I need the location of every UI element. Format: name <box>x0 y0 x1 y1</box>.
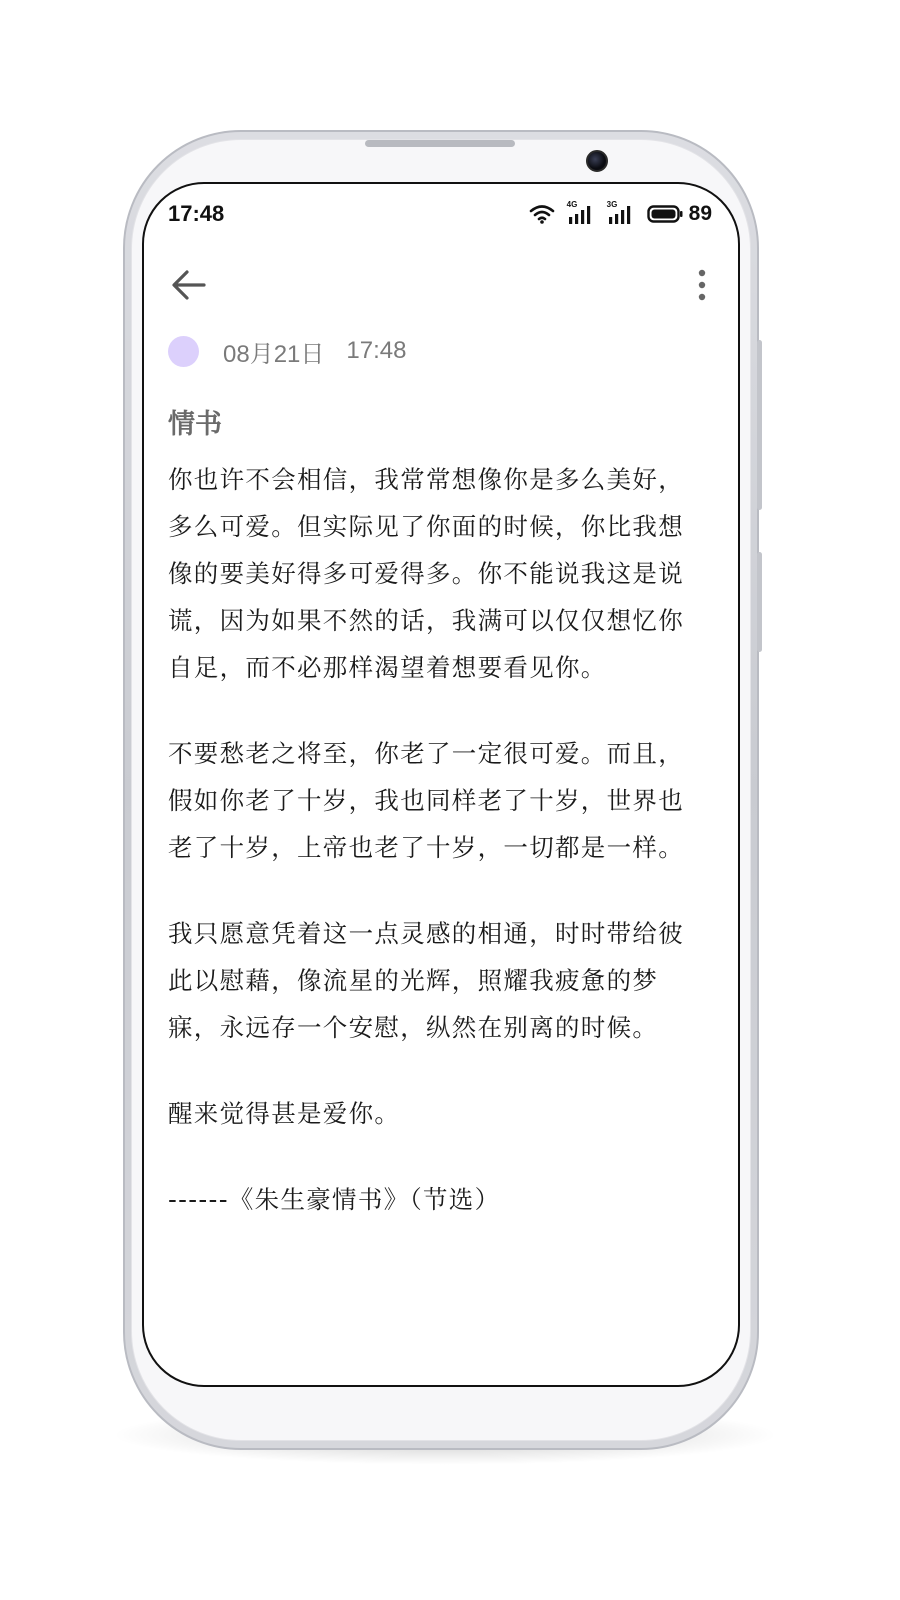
note-color-tag[interactable] <box>168 336 199 367</box>
more-vertical-icon <box>697 269 707 301</box>
battery-level: 89 <box>688 202 712 225</box>
cell-signal-3g <box>606 200 635 224</box>
note-paragraph: 不要愁老之将至，你老了一定很可爱。而且， 假如你老了十岁，我也同样老了十岁，世界也 老了十岁，上帝也老了十岁，一切都是一样。 <box>168 739 684 862</box>
status-time: 17:48 <box>168 201 225 226</box>
wifi-icon <box>529 204 555 224</box>
back-button[interactable] <box>164 260 214 310</box>
note-paragraph: 醒来觉得甚是爱你。 <box>168 1099 401 1128</box>
note-title[interactable]: 情书 <box>168 409 222 440</box>
more-options-button[interactable] <box>684 260 720 310</box>
cell-signal-4g <box>566 200 595 224</box>
note-date: 08月21日 <box>223 340 325 368</box>
earpiece <box>365 140 515 147</box>
power-button <box>757 552 762 652</box>
note-paragraph: 我只愿意凭着这一点灵感的相通，时时带给彼 此以慰藉，像流星的光辉，照耀我疲惫的梦 寐，永远存一个安慰，纵然在别离的时候。 <box>168 919 684 1042</box>
front-camera <box>586 150 608 172</box>
status-bar <box>144 184 738 244</box>
network-badge-3g: 3G <box>606 200 618 209</box>
phone-screen <box>142 182 740 1387</box>
note-meta <box>168 334 406 368</box>
note-body[interactable] <box>168 456 716 1223</box>
status-icons <box>529 202 712 226</box>
arrow-left-icon <box>170 268 208 302</box>
battery-indicator <box>647 202 712 226</box>
note-time: 17:48 <box>346 337 407 364</box>
battery-icon <box>647 205 683 223</box>
note-signature: ------《朱生豪情书》（节选） <box>168 1185 501 1214</box>
network-badge-4g: 4G <box>566 200 578 209</box>
volume-button <box>757 340 762 510</box>
note-paragraph: 你也许不会相信，我常常想像你是多么美好， 多么可爱。但实际见了你面的时候，你比我想 像的要美好得多可爱得多。你不能说我这是说 谎，因为如果不然的话，我满可以仅仅想忆你 自足，而不必那样渴望着想要看见你。 <box>168 465 684 682</box>
app-toolbar <box>144 250 738 310</box>
